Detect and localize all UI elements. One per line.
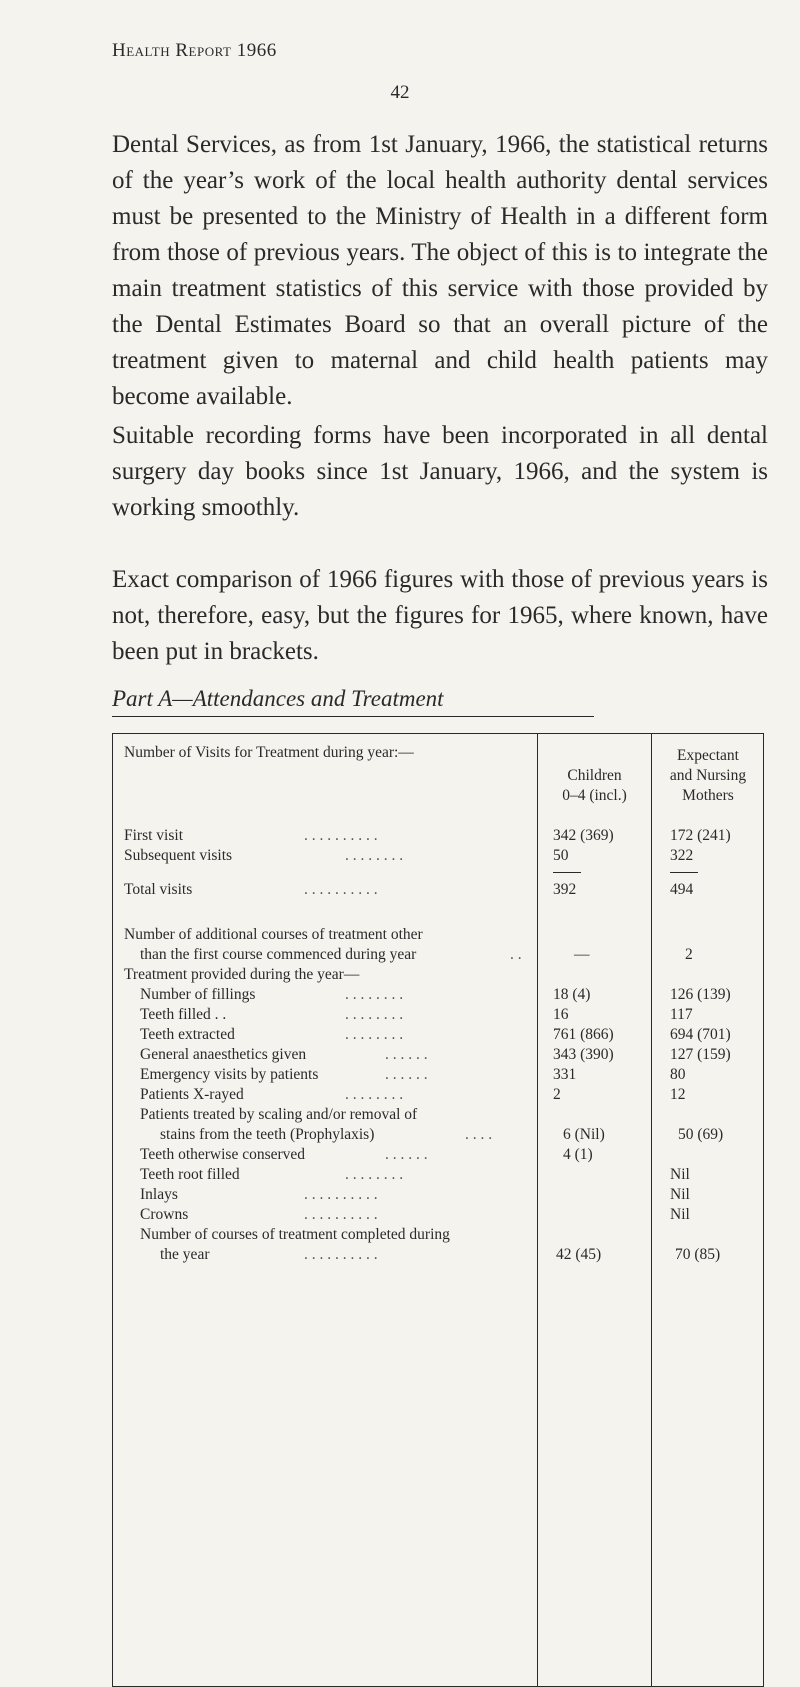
row-label-teeth-filled: Teeth filled . . bbox=[140, 1006, 227, 1023]
cell-mothers: 117 bbox=[670, 1006, 693, 1023]
cell-children: 761 (866) bbox=[553, 1026, 614, 1043]
cell-children: 2 bbox=[553, 1086, 561, 1103]
row-label-fillings: Number of fillings bbox=[140, 986, 256, 1003]
cell-mothers: 172 (241) bbox=[670, 827, 731, 844]
row-label-subsequent-visits: Subsequent visits bbox=[124, 847, 233, 864]
row-label-inlays: Inlays bbox=[140, 1186, 178, 1203]
cell-mothers: 694 (701) bbox=[670, 1026, 731, 1043]
row-dots: . . . . . . bbox=[385, 1146, 428, 1163]
row-dots: . . bbox=[510, 946, 522, 963]
row-dots: . . . . . . . . bbox=[345, 1086, 404, 1103]
subtotal-rule-mothers bbox=[670, 872, 698, 873]
row-dots: . . . . bbox=[465, 1126, 493, 1143]
row-label-total-visits: Total visits bbox=[124, 881, 193, 898]
cell-children: 6 (Nil) bbox=[563, 1126, 605, 1143]
row-dots: . . . . . . . . . . bbox=[304, 827, 378, 844]
cell-mothers: 12 bbox=[670, 1086, 686, 1103]
row-label-additional-courses-cont: than the first course commenced during year bbox=[140, 946, 417, 963]
cell-mothers: Nil bbox=[670, 1166, 690, 1183]
row-dots: . . . . . . . . bbox=[345, 986, 404, 1003]
paragraph-comparison: Exact comparison of 1966 figures with those of previous years is not, therefore, easy, but the figures for 1965, where known, have been put in brackets. bbox=[112, 566, 768, 665]
cell-mothers: 80 bbox=[670, 1066, 686, 1083]
row-dots: . . . . . . . . bbox=[345, 1166, 404, 1183]
row-label-scaling-cont: stains from the teeth (Prophylaxis) bbox=[160, 1126, 375, 1143]
cell-mothers: 127 (159) bbox=[670, 1046, 731, 1063]
row-dots: . . . . . . . . . . bbox=[304, 881, 378, 898]
section-heading: Part A—Attendances and Treatment bbox=[112, 686, 444, 711]
row-label-general-anaesthetics: General anaesthetics given bbox=[140, 1046, 307, 1063]
running-title: Health Report 1966 bbox=[112, 40, 277, 61]
cell-children: 342 (369) bbox=[553, 827, 614, 844]
cell-children: 331 bbox=[553, 1066, 577, 1083]
row-dots: . . . . . . . . bbox=[345, 1026, 404, 1043]
subtotal-rule-children bbox=[553, 872, 581, 873]
cell-mothers: Nil bbox=[670, 1206, 690, 1223]
mothers-header-line1: Expectant bbox=[677, 747, 739, 764]
cell-mothers: 50 (69) bbox=[678, 1126, 724, 1143]
row-label-first-visit: First visit bbox=[124, 827, 184, 844]
paragraph-dental-services: Dental Services, as from 1st January, 1966, the statistical returns of the year’s work of the local health authority dental services must be presented to the Ministry of Health in a different form from those of previous years. The object of this is to integrate the main treatment statistics of this service with those provided by the Dental Estimates Board so that an overall picture of the treatment given to maternal and child health patients may become available. bbox=[112, 131, 768, 410]
cell-children: 4 (1) bbox=[563, 1146, 593, 1163]
row-label-teeth-conserved: Teeth otherwise conserved bbox=[140, 1146, 306, 1163]
heading-underline bbox=[112, 716, 594, 717]
row-label-courses-completed: Number of courses of treatment completed during bbox=[140, 1226, 450, 1243]
cell-children: 50 bbox=[553, 847, 569, 864]
row-dots: . . . . . . . . . . bbox=[304, 1206, 378, 1223]
cell-mothers: 322 bbox=[670, 847, 694, 864]
row-label-teeth-root-filled: Teeth root filled bbox=[140, 1166, 240, 1183]
column-divider-mothers bbox=[651, 733, 652, 1687]
row-label-additional-courses: Number of additional courses of treatment other bbox=[124, 926, 423, 943]
paragraph-recording-forms: Suitable recording forms have been incorporated in all dental surgery day books since 1st January, 1966, and the system is working smoothly. bbox=[112, 422, 768, 521]
row-dots: . . . . . . bbox=[385, 1066, 428, 1083]
row-label-crowns: Crowns bbox=[140, 1206, 189, 1223]
children-header-line1: Children bbox=[567, 767, 622, 784]
row-dots: . . . . . . bbox=[385, 1046, 428, 1063]
cell-mothers: 126 (139) bbox=[670, 986, 731, 1003]
cell-children: 343 (390) bbox=[553, 1046, 614, 1063]
row-dots: . . . . . . . . . . bbox=[304, 1186, 378, 1203]
row-dots: . . . . . . . . bbox=[345, 1006, 404, 1023]
row-label-scaling: Patients treated by scaling and/or removal of bbox=[140, 1106, 418, 1123]
mothers-header-line3: Mothers bbox=[682, 787, 734, 804]
column-divider-children bbox=[537, 733, 538, 1687]
row-label-emergency-visits: Emergency visits by patients bbox=[140, 1066, 319, 1083]
treatment-table bbox=[112, 733, 764, 1687]
label-column-header: Number of Visits for Treatment during year:— bbox=[124, 744, 414, 761]
row-label-courses-completed-cont: the year bbox=[160, 1246, 210, 1263]
row-label-patients-xrayed: Patients X-rayed bbox=[140, 1086, 244, 1103]
cell-children: 18 (4) bbox=[553, 986, 591, 1003]
cell-mothers: 70 (85) bbox=[675, 1246, 721, 1263]
cell-children: 42 (45) bbox=[556, 1246, 602, 1263]
cell-children: — bbox=[574, 946, 590, 963]
row-dots: . . . . . . . . . . bbox=[304, 1246, 378, 1263]
mothers-header-line2: and Nursing bbox=[669, 767, 747, 784]
cell-mothers: 494 bbox=[670, 881, 694, 898]
cell-children: 16 bbox=[553, 1006, 569, 1023]
row-label-teeth-extracted: Teeth extracted bbox=[140, 1026, 235, 1043]
children-header-line2: 0–4 (incl.) bbox=[562, 787, 627, 804]
row-label-treatment-provided: Treatment provided during the year— bbox=[124, 966, 360, 983]
cell-children: 392 bbox=[553, 881, 577, 898]
cell-mothers: Nil bbox=[670, 1186, 690, 1203]
page-number: 42 bbox=[390, 82, 410, 103]
row-dots: . . . . . . . . bbox=[345, 847, 404, 864]
cell-mothers: 2 bbox=[685, 946, 693, 963]
